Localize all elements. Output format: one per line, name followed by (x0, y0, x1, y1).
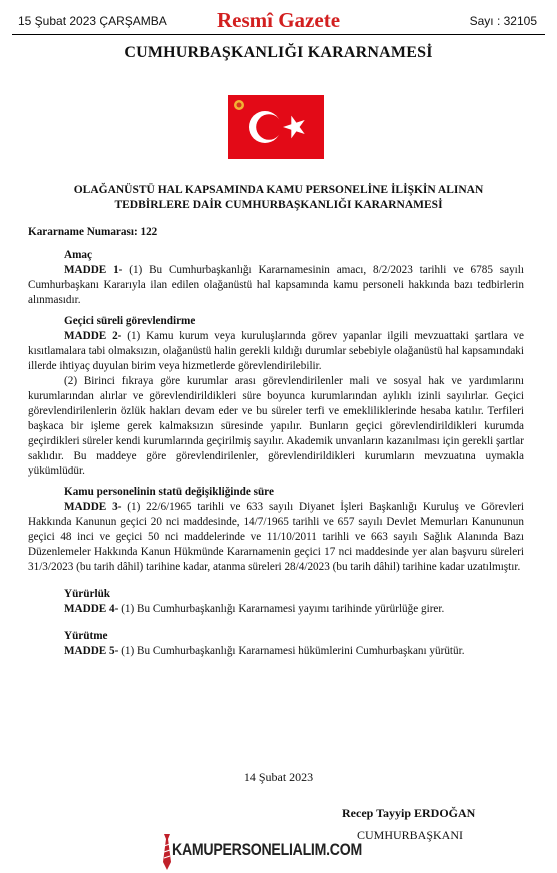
article-paragraph (28, 329, 524, 374)
section-heading: Amaç (64, 249, 92, 261)
article-paragraph (28, 500, 524, 575)
gazette-header (0, 0, 557, 36)
article-paragraph (28, 644, 524, 659)
article-label: MADDE 4- (64, 603, 119, 615)
article-paragraph (28, 602, 524, 617)
article-text: (2) Birinci fıkraya göre kurumlar arası görevlendirilenler mali ve sosyal hak ve yardımlarını kurumlarından alırlar ve görevlendirildikleri süre boyunca kurumlarından aylıklı izinli sayılırlar. Geçici görevlendirilenlerin özlük hakları devam eder ve bu süreler terfi ve emekliliklerinde hesaba katılır. Terfileri başkaca bir işleme gerek kalmaksızın süresinde yapılır. Bunların geçici görevlendirildikleri kurumda geçirdikleri süreler kendi kurumlarında geçirilmiş sayılır. Akademik unvanların kazanılması için gerekli şartlar saklıdır. Bu maddeye göre görevlendirilenler, görevlendirildikleri kurumların mevzuatına uymakla yükümlüdür. (28, 375, 524, 477)
decree-title-line-2: TEDBİRLERE DAİR CUMHURBAŞKANLIĞI KARARNAMESİ (114, 199, 443, 211)
gazette-title: Resmî Gazete (216, 8, 341, 32)
decree-date: 14 Şubat 2023 (243, 770, 314, 784)
turkish-flag-icon (228, 95, 324, 159)
decree-body (28, 225, 524, 659)
article-label: MADDE 3- (64, 501, 122, 513)
section-heading: Kamu personelinin statü değişikliğinde süre (64, 486, 274, 498)
section-heading: Geçici süreli görevlendirme (64, 315, 196, 327)
watermark-logo (160, 832, 360, 872)
article-text: (1) Kamu kurum veya kuruluşlarında görev yapanlar ilgili mevzuattaki şartlara ve kısıtlamalara tabi olmaksızın, olağanüstü halin gerekli kıldığı durumlar sebebiyle olağanüstü hal kapsamındaki illerde ihtiyaç duyulan birim veya hizmetlerde görevlendirilebilir. (28, 330, 524, 372)
article-text: (1) 22/6/1965 tarihli ve 633 sayılı Diyanet İşleri Başkanlığı Kuruluş ve Görevleri Hakkında Kanunun geçici 20 nci maddesinde, 14/7/1965 tarihli ve 657 sayılı Devlet Memurları Kanununun geçici 48 inci ve geçici 50 nci maddelerinde ve 11/10/2011 tarihli ve 663 sayılı Sağlık Alanında Bazı Düzenlemeler Hakkında Kanun Hükmünde Kararnamenin geçici 17 nci maddesinde yer alan başvuru süreleri 31/3/2023 (bu tarih dâhil) tarihine kadar, atanma süreleri 28/4/2023 (bu tarih dâhil) tarihine kadar uzatılmıştır. (28, 501, 524, 573)
article-label: MADDE 1- (64, 264, 123, 276)
watermark-text: KAMUPERSONELIALIM.COM (172, 840, 362, 859)
decree-number: Kararname Numarası: 122 (28, 226, 158, 238)
article-label: MADDE 5- (64, 645, 119, 657)
article-text: (1) Bu Cumhurbaşkanlığı Kararnamesi hükümlerini Cumhurbaşkanı yürütür. (118, 645, 465, 657)
decree-title-line-1: OLAĞANÜSTÜ HAL KAPSAMINDA KAMU PERSONELİNE İLİŞKİN ALINAN (73, 184, 484, 196)
signer-title: CUMHURBAŞKANI (357, 828, 464, 842)
header-divider (12, 34, 545, 35)
header-date: 15 Şubat 2023 ÇARŞAMBA (18, 14, 167, 28)
issue-number: Sayı : 32105 (469, 14, 537, 28)
section-heading: Yürütme (64, 630, 108, 642)
article-paragraph (28, 263, 524, 308)
article-label: MADDE 2- (64, 330, 122, 342)
decree-title (30, 183, 527, 213)
document-type: CUMHURBAŞKANLIĞI KARARNAMESİ (124, 44, 433, 61)
article-text: (1) Bu Cumhurbaşkanlığı Kararnamesinin amacı, 8/2/2023 tarihli ve 6785 sayılı Cumhurbaşkanı Kararıyla ilan edilen olağanüstü hal kapsamında kamu personeli hakkında bazı tedbirlerin alınmasıdır. (28, 264, 524, 306)
article-paragraph (28, 374, 524, 479)
signer-name: Recep Tayyip ERDOĞAN (342, 806, 476, 820)
section-heading: Yürürlük (64, 588, 111, 600)
article-text: (1) Bu Cumhurbaşkanlığı Kararnamesi yayımı tarihinde yürürlüğe girer. (118, 603, 445, 615)
sun-emblem-icon (234, 100, 244, 110)
